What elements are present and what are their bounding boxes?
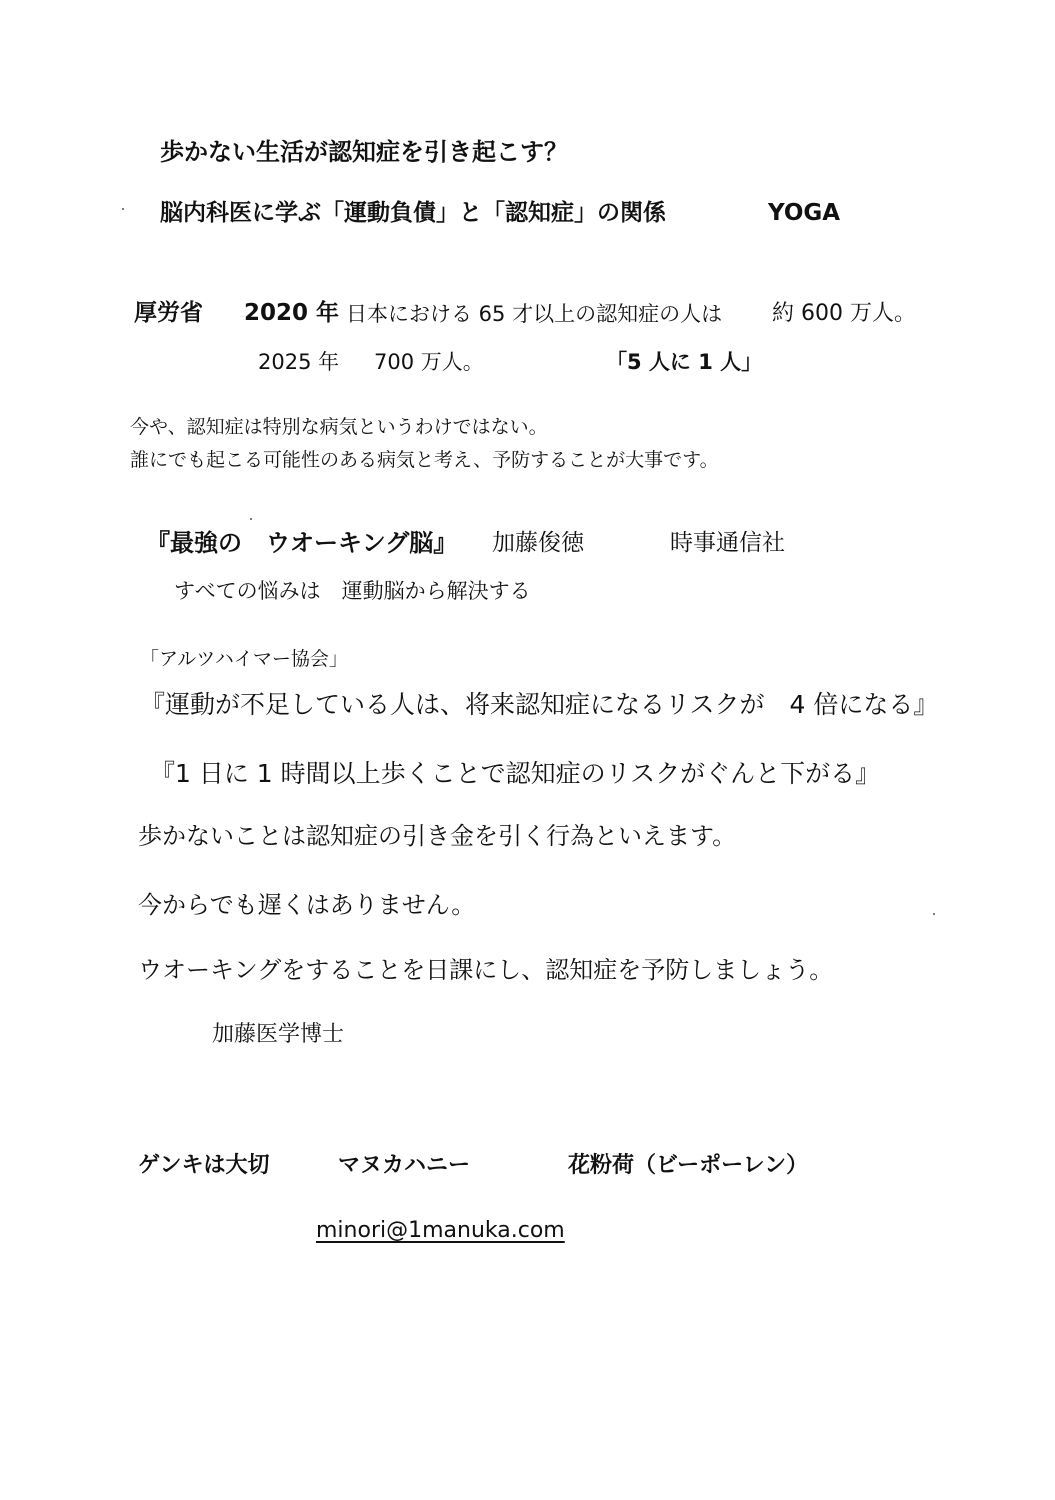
scan-speck <box>122 208 124 210</box>
page-subtitle: 脳内科医に学ぶ「運動負債」と「認知症」の関係 <box>160 200 666 226</box>
book-title: 『最強の ウオーキング脳』 <box>146 529 458 557</box>
body-line: 歩かないことは認知症の引き金を引く行為といえます。 <box>138 822 737 850</box>
book-tagline: すべての悩みは 運動脳から解決する <box>174 579 531 603</box>
scan-speck <box>933 913 935 915</box>
signature: 加藤医学博士 <box>212 1022 345 1047</box>
body-line: ウオーキングをすることを日課にし、認知症を予防しましょう。 <box>138 956 834 984</box>
stats-source: 厚労省 <box>134 300 203 326</box>
stats-year-2025: 2025 年 <box>258 350 340 374</box>
body-line: 今からでも遅くはありません。 <box>138 891 476 919</box>
stats-value-2025: 700 万人。 <box>374 350 484 374</box>
stats-ratio: 「5 人に 1 人」 <box>606 350 763 374</box>
scan-speck <box>250 518 252 520</box>
intro-line: 誰にでも起こる可能性のある病気と考え、予防することが大事です。 <box>130 449 719 471</box>
book-author: 加藤俊徳 <box>492 530 584 556</box>
stats-year-2020: 2020 年 <box>244 300 340 326</box>
quote-line: 『1 日に 1 時間以上歩くことで認知症のリスクがぐんと下がる』 <box>150 759 881 788</box>
subtitle-tag: YOGA <box>768 200 841 226</box>
footer-item: マヌカハニー <box>338 1153 471 1178</box>
footer-item: ゲンキは大切 <box>138 1153 270 1178</box>
intro-line: 今や、認知症は特別な病気というわけではない。 <box>130 416 548 438</box>
quote-line: 『運動が不足している人は、将来認知症になるリスクが 4 倍になる』 <box>140 690 939 719</box>
page-title: 歩かない生活が認知症を引き起こす？ <box>160 138 568 166</box>
footer-item: 花粉荷（ビーポーレン） <box>568 1153 809 1178</box>
association-name: 「アルツハイマー協会」 <box>140 648 348 670</box>
book-publisher: 時事通信社 <box>670 530 785 556</box>
stats-description: 日本における 65 才以上の認知症の人は <box>346 302 723 326</box>
stats-value-2020: 約 600 万人。 <box>772 301 916 326</box>
contact-email[interactable]: minori@1manuka.com <box>316 1218 565 1243</box>
